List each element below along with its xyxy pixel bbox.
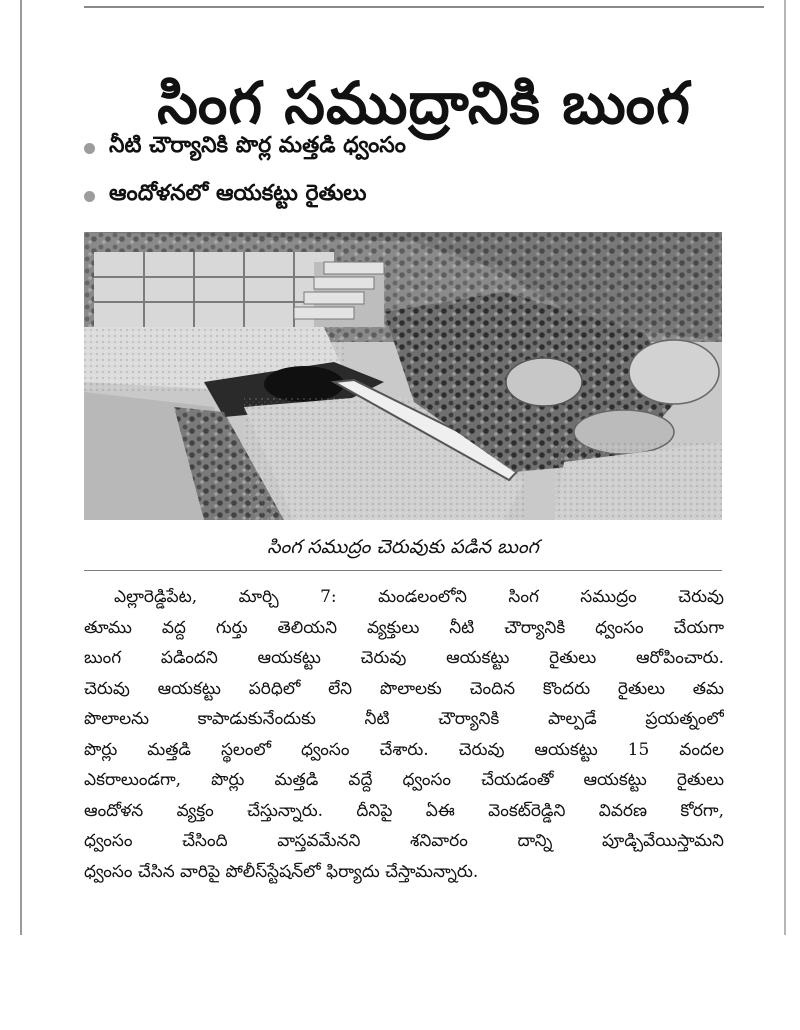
- news-photo: [84, 232, 722, 520]
- subheadline-item: [84, 176, 764, 216]
- headline: సింగ సముద్రానికి బుంగ: [157, 68, 691, 137]
- article-line: ఎకరాలుండగా, పొర్లు మత్తడి వద్దే ధ్వంసం చేయడంతో ఆయకట్టు రైతులు: [84, 770, 724, 790]
- bullet-icon: [84, 191, 95, 202]
- top-rule: [84, 6, 764, 8]
- canal-sluice-photo: [84, 232, 722, 520]
- subheadline-list: [84, 128, 764, 224]
- right-column-rule: [784, 0, 786, 935]
- subheadline-text: నీటి చౌర్యానికి పొర్ల మత్తడి ధ్వంసం: [109, 133, 406, 158]
- photo-caption: సింగ సముద్రం చెరువుకు పడిన బుంగ: [267, 536, 539, 558]
- article-line: ధ్వంసం చేసింది వాస్తవమేనని శనివారం దాన్ని పూడ్చివేయిస్తామని: [84, 831, 724, 851]
- article-line: పొర్లు మత్తడి స్థలంలో ధ్వంసం చేశారు. చెరువు ఆయకట్టు 15 వందల: [84, 739, 724, 760]
- article-line: ఆందోళన వ్యక్తం చేస్తున్నారు. దీనిపై ఏఈ వెంకట్‌రెడ్డిని వివరణ కోరగా,: [84, 800, 724, 821]
- article-line: పొలాలను కాపాడుకునేందుకు నీటి చౌర్యానికి పాల్పడే ప్రయత్నంలో: [84, 709, 724, 729]
- left-column-rule: [20, 0, 22, 935]
- article-line: బుంగ పడిందని ఆయకట్టు చెరువు ఆయకట్టు రైతులు ఆరోపించారు.: [84, 648, 724, 668]
- subheadline-text: ఆందోళనలో ఆయకట్టు రైతులు: [109, 181, 367, 206]
- caption-divider: [84, 570, 722, 571]
- article-line: తూము వద్ద గుర్తు తెలియని వ్యక్తులు నీటి చౌర్యానికి ధ్వంసం చేయగా: [84, 617, 724, 638]
- article-line: చెరువు ఆయకట్టు పరిధిలో లేని పొలాలకు చెందిన కొందరు రైతులు తమ: [84, 678, 724, 699]
- article-body: [84, 582, 724, 887]
- subheadline-item: [84, 128, 764, 168]
- bullet-icon: [84, 143, 95, 154]
- article-line: ధ్వంసం చేసిన వారిపై పోలీస్‌స్టేషన్‌లో ఫిర్యాదు చేస్తామన్నారు.: [84, 861, 479, 882]
- article-line: ఎల్లారెడ్డిపేట, మార్చి 7: మండలంలోని సింగ సముద్రం చెరువు: [114, 587, 724, 607]
